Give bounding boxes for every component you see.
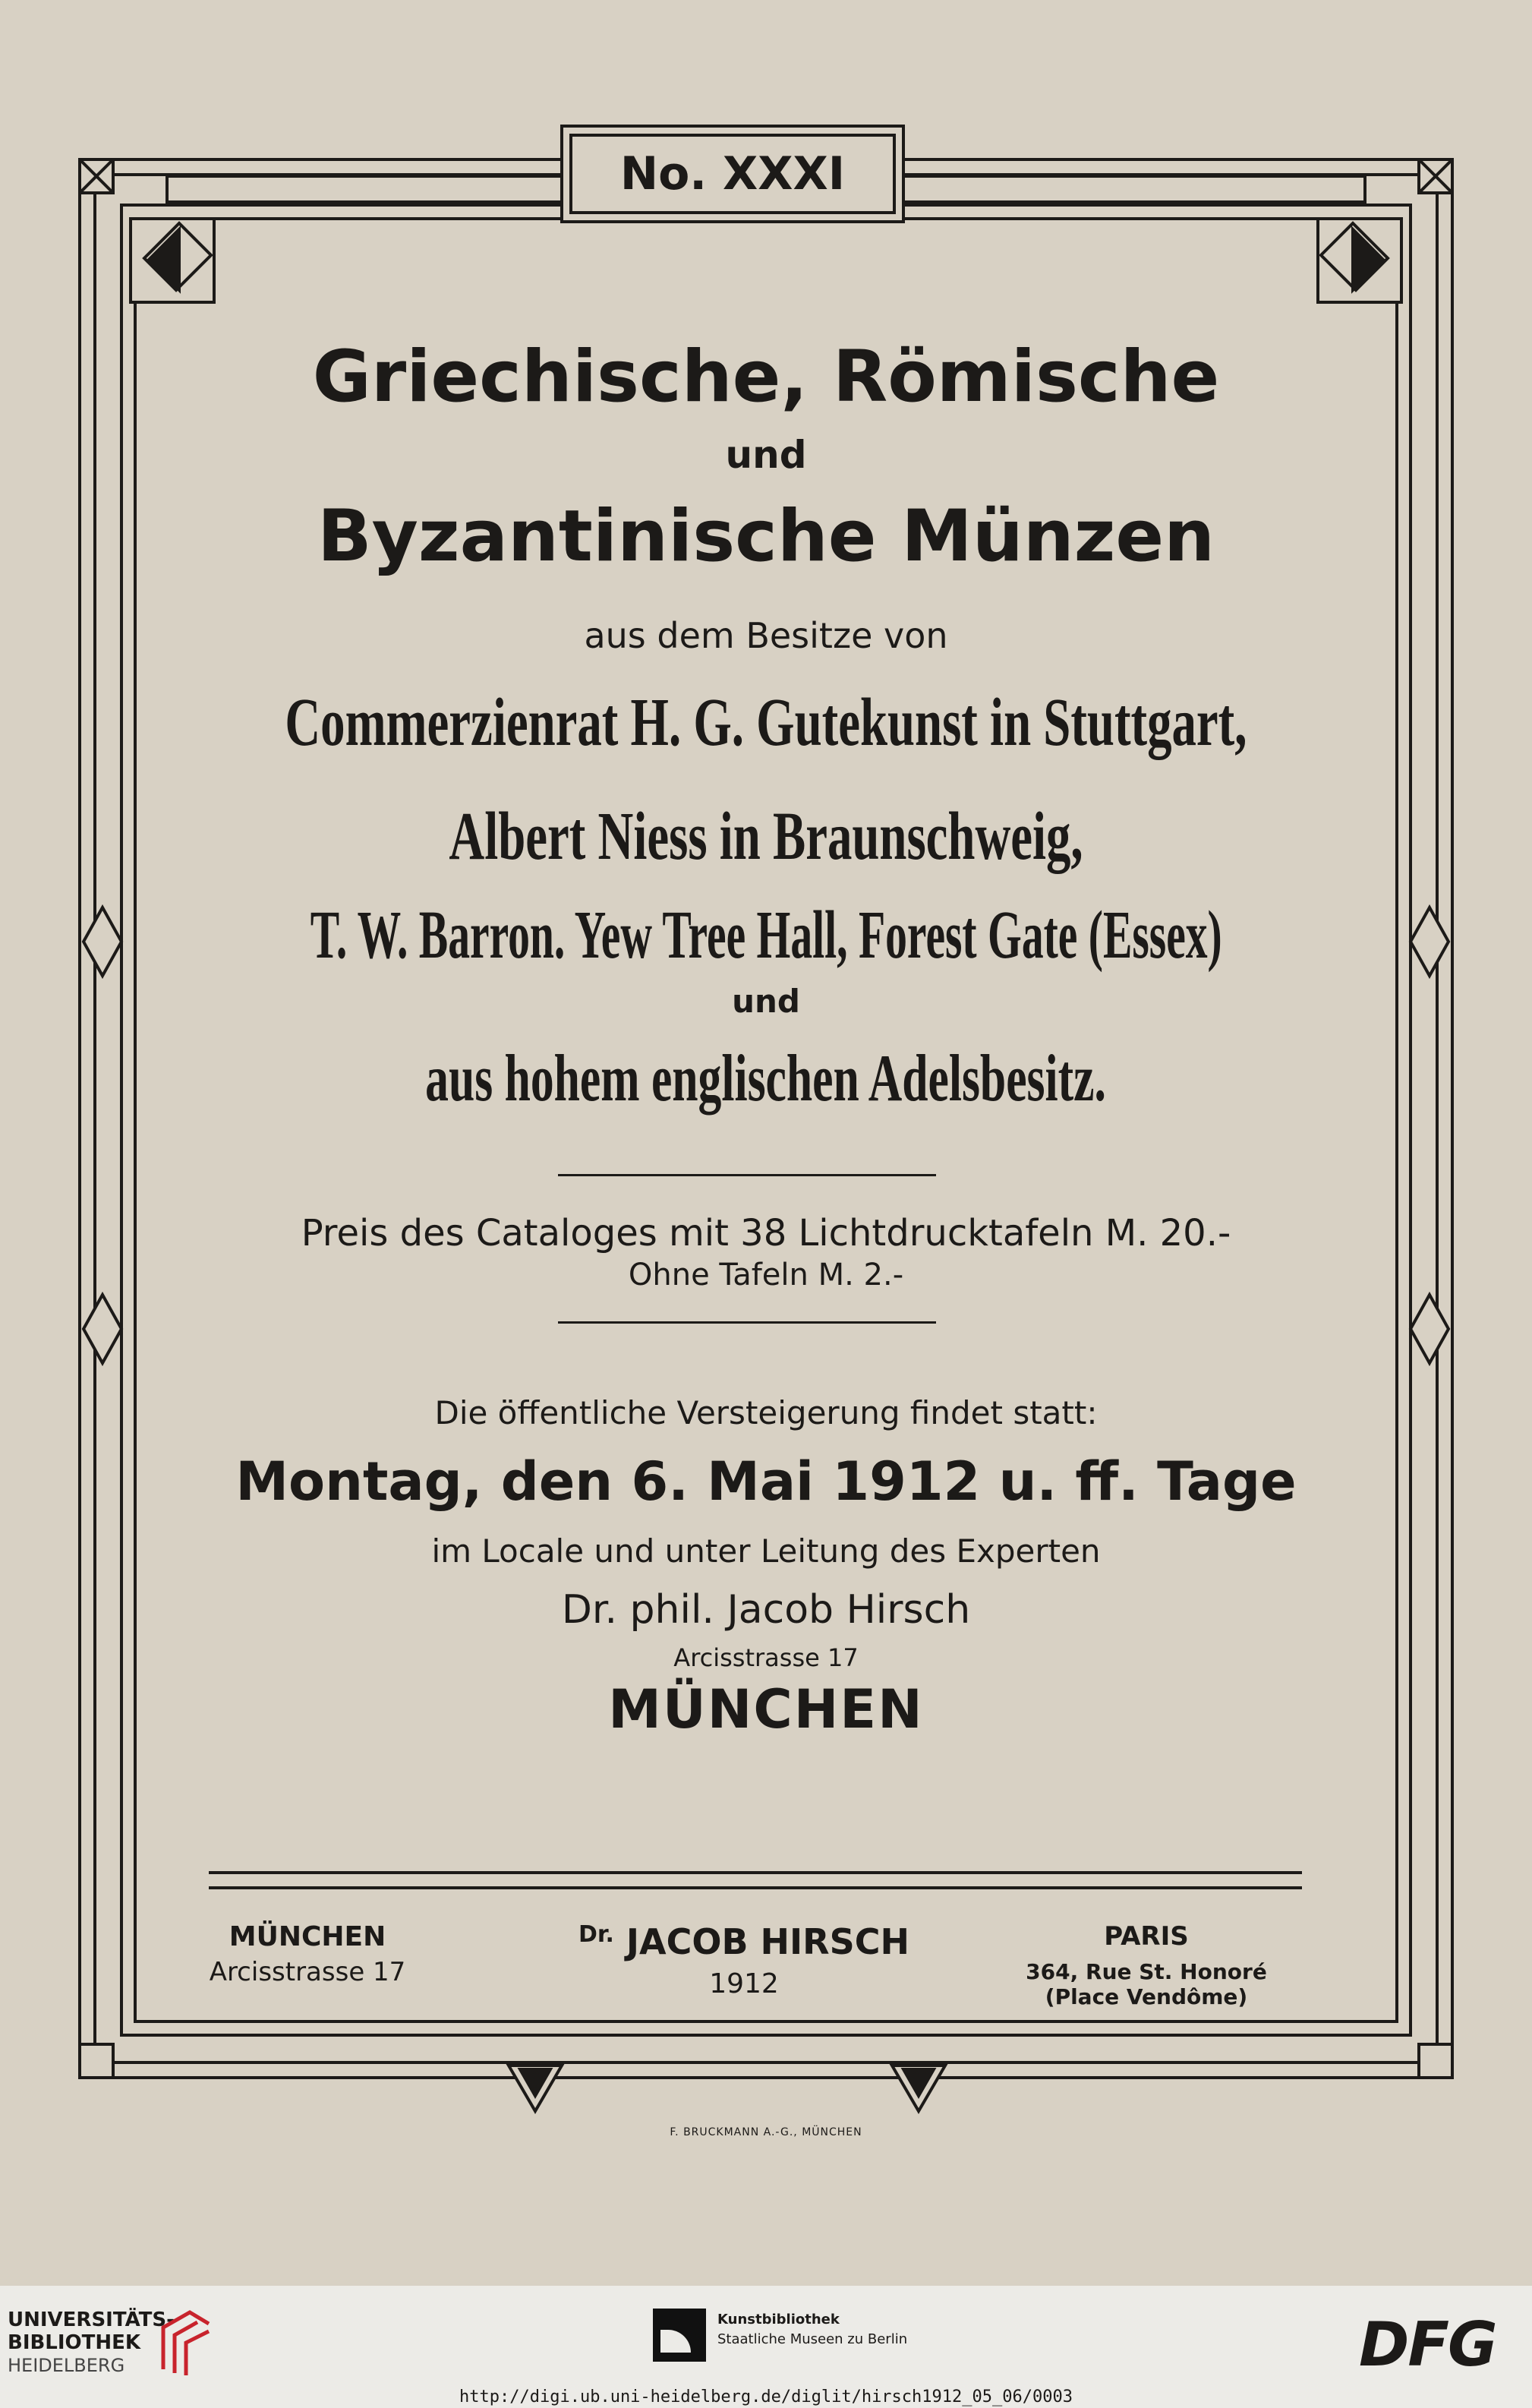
publisher-right-address-1: 364, Rue St. Honoré — [1026, 1959, 1267, 1984]
publisher-left — [182, 1921, 433, 1987]
publisher-right-city: PARIS — [1104, 1921, 1189, 1952]
divider-4 — [209, 1886, 1302, 1889]
dfg-logo[interactable]: DFG — [1359, 2309, 1496, 2380]
printer-line: F. BRUCKMANN A.-G., MÜNCHEN — [670, 2126, 862, 2138]
divider-1 — [558, 1174, 936, 1176]
publisher-name-prefix: Dr. — [578, 1921, 614, 1948]
page-url-link[interactable]: http://digi.ub.uni-heidelberg.de/diglit/hirsch1912_05_06/0003 — [459, 2387, 1073, 2406]
publisher-name: JACOB HIRSCH — [626, 1921, 909, 1962]
kunstbibliothek-logo-icon[interactable] — [653, 2309, 706, 2362]
owner-2 — [0, 797, 1532, 876]
uni-line-3: HEIDELBERG — [8, 2355, 125, 2376]
owner-1-text: Commerzienrat H. G. Gutekunst in Stuttgart, — [285, 685, 1247, 760]
title-line-1: Griechische, Römische — [312, 336, 1220, 418]
auction-address: Arcisstrasse 17 — [673, 1643, 859, 1672]
publisher-right — [1010, 1921, 1283, 2009]
publisher-center — [531, 1921, 957, 1999]
uni-line-2: BIBLIOTHEK — [8, 2331, 141, 2354]
noble-holding — [0, 1040, 1532, 1117]
title-and: und — [725, 433, 807, 477]
uni-heidelberg-logo[interactable] — [8, 2309, 175, 2377]
price-with-plates: Preis des Cataloges mit 38 Lichtdrucktafeln M. 20.- — [301, 1212, 1231, 1254]
and-2: und — [732, 983, 800, 1020]
publisher-left-address: Arcisstrasse 17 — [209, 1957, 406, 1987]
kb-line-2: Staatliche Museen zu Berlin — [717, 2331, 908, 2347]
title-line-2: Byzantinische Münzen — [317, 495, 1215, 578]
catalog-number: No. XXXI — [619, 147, 846, 200]
kb-line-1: Kunstbibliothek — [717, 2312, 840, 2328]
auction-location: im Locale und unter Leitung des Experten — [431, 1532, 1101, 1570]
noble-holding-text: aus hohem englischen Adelsbesitz. — [425, 1042, 1107, 1116]
owner-3 — [0, 896, 1532, 974]
divider-2 — [558, 1321, 936, 1324]
uni-heidelberg-mark-icon — [156, 2309, 216, 2377]
divider-3 — [209, 1871, 1302, 1874]
owner-2-text: Albert Niess in Braunschweig, — [449, 799, 1083, 874]
auction-expert: Dr. phil. Jacob Hirsch — [561, 1587, 971, 1633]
owner-intro: aus dem Besitze von — [584, 615, 948, 656]
owner-1 — [0, 683, 1532, 762]
library-footer — [0, 2286, 1532, 2408]
publisher-year: 1912 — [709, 1968, 779, 1999]
publisher-right-address-2: (Place Vendôme) — [1045, 1984, 1248, 2009]
auction-city: MÜNCHEN — [608, 1678, 924, 1741]
uni-line-1: UNIVERSITÄTS- — [8, 2309, 175, 2331]
price-without-plates: Ohne Tafeln M. 2.- — [628, 1258, 904, 1292]
auction-date: Montag, den 6. Mai 1912 u. ff. Tage — [235, 1450, 1297, 1513]
owner-3-text: T. W. Barron. Yew Tree Hall, Forest Gate (Essex) — [310, 898, 1222, 973]
auction-intro: Die öffentliche Versteigerung findet statt: — [434, 1394, 1098, 1431]
publisher-left-city: MÜNCHEN — [229, 1921, 386, 1952]
